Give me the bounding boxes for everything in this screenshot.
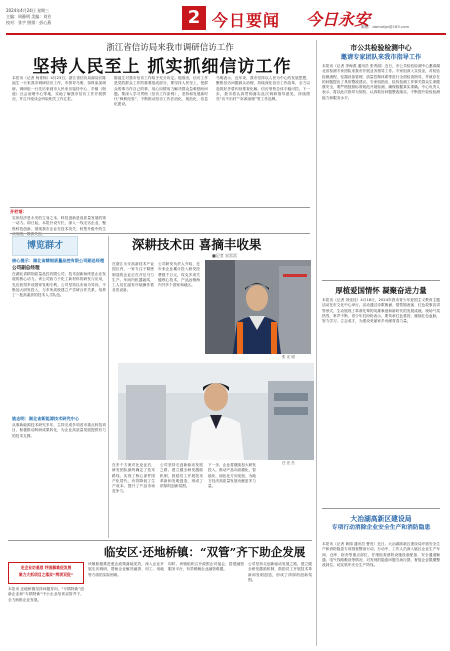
bottom-body-col-4: 公司坚持走创新驱动发展之路，建立健全研发激励机制，鼓励员工开展技术革新和发明创造，形成了浓厚的创新氛围。 <box>248 562 312 582</box>
feature-body-col-5: 下一步，企业将继续加大研发投入，推动产品向高端化、智能化、绿色化方向发展，为地方经济高质量发展贡献更多力量。 <box>208 463 256 489</box>
right-story-3-title: 大冶湖高新区建设局 <box>350 515 412 523</box>
right-story-1-subtitle: 邀请专家团队来我市指导工作 <box>340 54 422 61</box>
newspaper-logo: 今日永安 <box>306 10 371 29</box>
divider <box>8 540 312 541</box>
feature-body-col-2: 公司研发负责人介绍，近年来企业累计投入研发经费数千万元，攻克多项关键核心技术，产品远销海内外多个国家和地区。 <box>158 262 200 288</box>
divider <box>322 508 440 509</box>
feature-headline: 深耕技术田 喜摘丰收果 <box>132 237 262 252</box>
feature-body-col-6 <box>260 463 312 529</box>
left-column-tag: 核心提示：湖北省精细质量品控有限公司副总经理 <box>12 258 105 263</box>
commentary-box <box>10 209 310 236</box>
column-logo-text: 博览群才 <box>26 241 63 251</box>
bottom-body-col-2: 该镇积极推进惠企政策落地见效，深入企业开展走访调研，帮助企业解决融资、用工、用地等方面的实际困难。 <box>88 562 164 577</box>
bottom-body-col-1: 本报讯 还地桥镇坚持问题导向，“专精特新”创新企业和“专精特新”中小企业培育双管齐下，全力助推企业发展。 <box>8 587 84 602</box>
lead-headline: 坚持人民至上 抓实抓细信访工作 <box>32 57 292 77</box>
masthead-rule <box>6 33 446 35</box>
right-story-2-body: 本报讯（记者 刘佳佳）4月18日，2024年我市青少年爱国主义教育主题活动在市文化中心举行。活动通过诗歌朗诵、情景剧表演、红色故事宣讲等形式，生动展现了革命先辈的英雄事迹和新时代的发展成就。现场气氛热烈，掌声不断，青少年们纷纷表示，要传承红色基因，赓续红色血脉，努力学习，立志成才，为建设美丽家乡贡献青春力量。 <box>322 298 440 324</box>
lead-body-col-2: 陈福生对我市信访工作给予充分肯定。他指出，信访工作是党的群众工作的重要组成部分，要坚持人民至上，把群众的事当作自己的事，用心用情用力解决群众急难愁盼问题。要深入学习贯彻《信访工作条例》，坚持和发展新时代“枫桥经验”，不断推动信访工作法治化、规范化、信息化建设。 <box>114 76 208 107</box>
right-story-1-title: 市公共检验检测中心 <box>350 44 412 52</box>
callout-line-2: 聚力大抓项目之落实“两项双促” <box>18 572 74 577</box>
right-story-3-body: 本报讯（记者 黄翔 通讯员 曹晋）近日，大冶湖高新区建设局开展安全生产和消防隐患专项排查整治行动。行动中，工作人员深入辖区企业生产车间、仓库、宿舍等重点部位，仔细检查消防设施设备配备、安全通道畅通、电气线路敷设等情况，对发现的隐患问题当场反馈，督促企业限期整改到位，切实筑牢安全生产防线。 <box>322 542 440 568</box>
worker-photo-graphic <box>205 260 311 354</box>
lead-body-col-1: 本报讯（记者 杨青杨）4月23日，浙江省信访局副局长陈福生一行来我市调研信访工作。市领导马明、邹科参加调研。调研组一行先后来到市人民来访接待中心、乡镇（街道）社会治理中心等地，实地了解我市信访工作开展情况，并召开座谈会听取相关工作汇报。 <box>12 76 106 102</box>
commentary-text: 实体经济是永安的立身之本，科技创新是高质量发展的第一动力。即日起，本报开设专栏，深入一线走访企业，聚焦科技创新，展现我市企业在技术攻关、转型升级中的生动实践，敬请关注。 <box>12 216 106 236</box>
feature-byline: ■记者 宋雷雷 <box>212 253 238 258</box>
feature-photo-2 <box>118 363 314 460</box>
commentary-tag: 开栏语： <box>10 209 27 214</box>
page-number: 2 <box>182 6 206 30</box>
section-title: 今日要闻 <box>212 11 281 30</box>
left-column-tag-2: 姚志明：湖北省新能源技术研究中心 <box>12 416 80 421</box>
masthead <box>6 6 446 32</box>
feature-body-col-4: 公司坚持走创新驱动发展之路，建立健全研发激励机制，鼓励员工开展技术革新和发明创造，形成了浓厚的创新氛围。 <box>160 463 203 489</box>
masthead-meta <box>6 8 146 26</box>
column-logo <box>12 236 78 256</box>
divider <box>10 207 310 208</box>
bottom-headline: 临安区·还地桥镇：“双管”齐下助企发展 <box>104 545 306 559</box>
column-divider <box>108 236 109 538</box>
right-story-2-title: 厚植爱国情怀 凝聚奋进力量 <box>335 286 427 295</box>
feature-body-col-3: 在多个方案对比论证后，研发团队最终确定了技术路线，实现了核心部件国产化替代，有效降低了生产成本，提升了产品市场竞争力。 <box>112 463 155 494</box>
right-story-3-subtitle: 专项行动消除企业安全生产和消防隐患 <box>331 525 431 531</box>
newspaper-email: 邮箱：damxfgs@163.com <box>361 24 410 29</box>
lead-kicker: 浙江省信访局来我市调研信访工作 <box>106 43 234 53</box>
right-column-divider <box>316 40 317 646</box>
feature-photo-1 <box>205 260 311 354</box>
left-column-subtitle: 公司副总经理 <box>12 266 40 271</box>
left-column <box>12 258 106 523</box>
masthead-date: 2024年4月24日 星期三 <box>6 8 50 13</box>
bottom-callout <box>8 562 84 584</box>
left-column-body: 在湖北省精细质量品控有限公司，技术创新始终是企业发展的核心动力。该公司致力于化工新材料的研发与应用，先后获得多项国家发明专利。公司坚持以市场为导向，不断加大研发投入，与多所高校建立产学研合作关系，培养了一批高素质的技术人才队伍。 <box>12 272 106 298</box>
left-column-body-2: 从事新能源技术研究多年，主持完成多项省市重点科技项目，积极推动科研成果转化，为企业高质量发展提供有力的技术支撑。 <box>12 423 106 438</box>
right-story-1-body: 本报讯（记者 李海燕 通讯员 张秀丽）近日，市公共检验检测中心邀请湖北省检测专家团队来我市开展业务指导工作。专家组深入实验室，对检验检测流程、仪器设备管理、质量控制体系等进行全面检查指导，并就存在的问题提出了具体整改建议。专家组指出，检验检测工作事关群众生命健康安全，要严格按照标准规范开展检测，确保数据真实准确。中心负责人表示，将以此次指导为契机，认真抓好问题整改落实，不断提升检验检测能力和服务水平。 <box>322 64 440 100</box>
bottom-body-col-3: 同时，该镇组织召开政银企对接会，搭建融资服务平台，有效缓解企业融资难题。 <box>168 562 244 572</box>
callout-line-1: 走企业访基层 纾困解难促发展 <box>20 565 72 570</box>
feature-body-col-1: 在浙江永安高新技术产业园区内，一家专注于精密制造的企业正在开足马力生产。车间内机器轰鸣，工人们忙碌有序地操作着各类设备。 <box>112 262 154 293</box>
masthead-proofreaders: 校对：张宇 照排：彭心燕 <box>6 20 52 25</box>
researcher-photo-graphic <box>118 363 314 460</box>
photo-2-caption: 任 亮 杰 <box>282 461 295 465</box>
divider <box>10 233 310 234</box>
photo-1-caption: 张 光 明 <box>282 355 295 359</box>
lead-body-col-3: 马明表示，近年来，我市坚持以人民为中心的发展思想，聚焦信访问题源头治理，持续深化信访工作改革，全力以赴抓好矛盾纠纷排查化解，信访形势总体平稳可控。下一步，我市将认真贯彻落实此次调研指导意见，持续擦亮“访不出村”“诉源治理”等工作品牌。 <box>216 76 310 102</box>
masthead-editors: 主编：周静明 美编：刘芳 <box>6 14 52 19</box>
divider <box>322 280 440 281</box>
